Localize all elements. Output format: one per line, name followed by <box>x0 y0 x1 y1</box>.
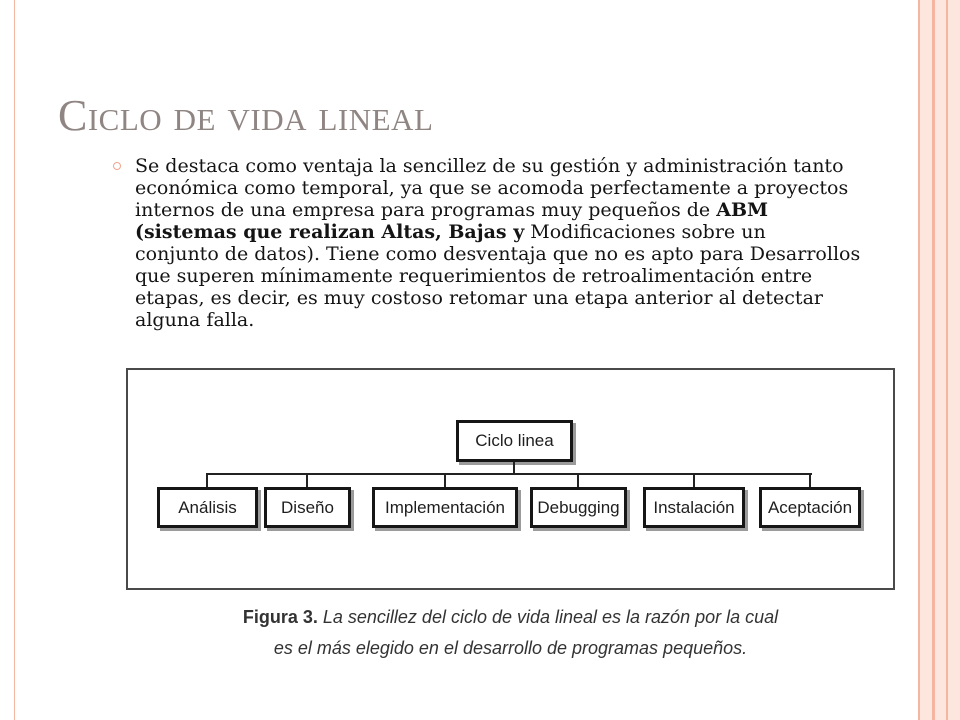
connector-line <box>444 473 446 487</box>
stage-node-diseno: Diseño <box>264 487 351 528</box>
stripe-line <box>918 0 920 720</box>
figure-caption <box>126 602 895 664</box>
caption-label: Figura 3. <box>242 607 318 627</box>
stage-node-instalacion: Instalación <box>643 487 745 528</box>
paragraph-line <box>135 265 915 287</box>
connector-line <box>809 473 811 487</box>
figure-diagram <box>126 368 895 590</box>
stage-node-aceptacion: Aceptación <box>759 487 861 528</box>
left-decorative-rule <box>14 0 15 720</box>
connector-line <box>206 473 812 475</box>
connector-line <box>577 473 579 487</box>
text-segment: etapas, es decir, es muy costoso retomar una etapa anterior al detectar <box>135 287 823 309</box>
stage-node-debugging: Debugging <box>530 487 627 528</box>
connector-line <box>306 473 308 487</box>
text-segment: Se destaca como ventaja la sencillez de su gestión y administración tanto <box>135 155 844 177</box>
paragraph-line <box>135 199 915 221</box>
text-segment: Modificaciones sobre un <box>524 221 766 243</box>
connector-line <box>206 473 208 487</box>
text-segment: internos de una empresa para programas muy pequeños de <box>135 199 717 221</box>
paragraph-line <box>135 243 915 265</box>
caption-line: es el más elegido en el desarrollo de programas pequeños. <box>273 638 748 658</box>
paragraph-line <box>135 221 915 243</box>
text-segment: económica como temporal, ya que se acomoda perfectamente a proyectos <box>135 177 849 199</box>
bold-text-segment: ABM <box>716 199 769 221</box>
stage-node-implementacion: Implementación <box>372 487 518 528</box>
text-segment: conjunto de datos). Tiene como desventaja que no es apto para Desarrollos <box>135 243 861 265</box>
paragraph-line <box>135 177 915 199</box>
stripe-line <box>932 0 935 720</box>
right-decorative-stripes <box>918 0 960 720</box>
paragraph-line <box>135 155 915 177</box>
caption-text: La sencillez del ciclo de vida lineal es la razón por la cual <box>322 607 779 627</box>
paragraph-line <box>135 287 915 309</box>
diagram-root-node: Ciclo linea <box>456 420 573 462</box>
paragraph-line <box>135 309 915 331</box>
hollow-circle-bullet-icon <box>113 162 121 170</box>
connector-line <box>693 473 695 487</box>
bullet-paragraph <box>135 155 915 331</box>
caption-line <box>126 602 895 633</box>
text-segment: que superen mínimamente requerimientos de retroalimentación entre <box>135 265 813 287</box>
text-segment: alguna falla. <box>135 309 255 331</box>
slide-title: Ciclo de vida lineal <box>58 91 434 140</box>
stripe-line <box>946 0 948 720</box>
bold-text-segment: (sistemas que realizan Altas, Bajas y <box>135 221 525 243</box>
stage-node-analisis: Análisis <box>157 487 258 528</box>
